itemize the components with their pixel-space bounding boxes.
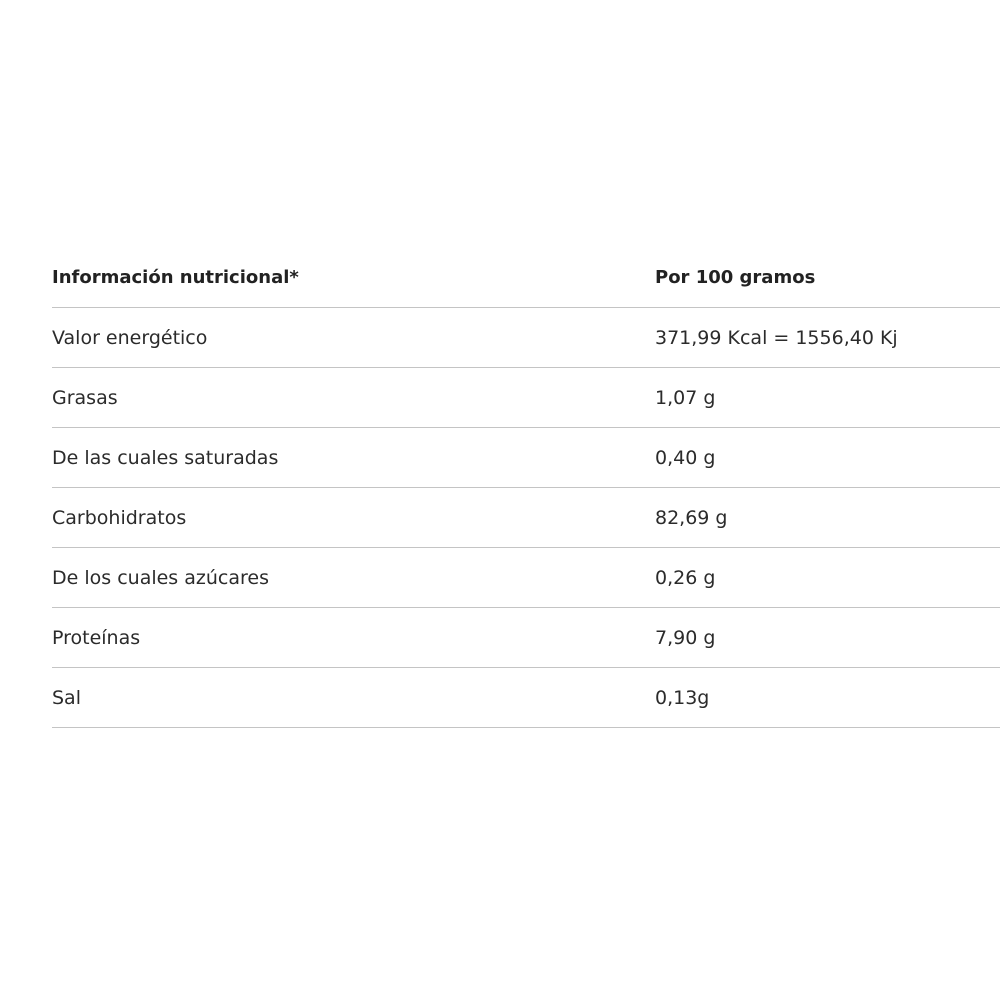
nutrient-value: 1,07 g bbox=[655, 386, 716, 409]
nutrient-name: De los cuales azúcares bbox=[52, 566, 269, 589]
nutrient-name: Proteínas bbox=[52, 626, 141, 649]
table-row bbox=[52, 608, 1000, 668]
nutrient-name: Carbohidratos bbox=[52, 506, 187, 529]
nutrient-value: 7,90 g bbox=[655, 626, 716, 649]
nutrient-name: Sal bbox=[52, 686, 81, 709]
nutrient-value: 371,99 Kcal = 1556,40 Kj bbox=[655, 326, 898, 349]
table-row bbox=[52, 308, 1000, 368]
nutrient-value: 0,13g bbox=[655, 686, 710, 709]
nutrient-value: 0,26 g bbox=[655, 566, 716, 589]
table-row bbox=[52, 428, 1000, 488]
nutrient-name: De las cuales saturadas bbox=[52, 446, 279, 469]
table-header-row bbox=[52, 248, 1000, 308]
table-row bbox=[52, 488, 1000, 548]
column-header-nutrition-info: Información nutricional* bbox=[52, 267, 299, 288]
nutrient-name: Grasas bbox=[52, 386, 118, 409]
table-row bbox=[52, 548, 1000, 608]
column-header-per-100g: Por 100 gramos bbox=[655, 267, 816, 288]
table-row bbox=[52, 368, 1000, 428]
nutrition-table bbox=[52, 248, 1000, 728]
table-row bbox=[52, 668, 1000, 728]
nutrient-name: Valor energético bbox=[52, 326, 208, 349]
nutrient-value: 0,40 g bbox=[655, 446, 716, 469]
nutrient-value: 82,69 g bbox=[655, 506, 728, 529]
